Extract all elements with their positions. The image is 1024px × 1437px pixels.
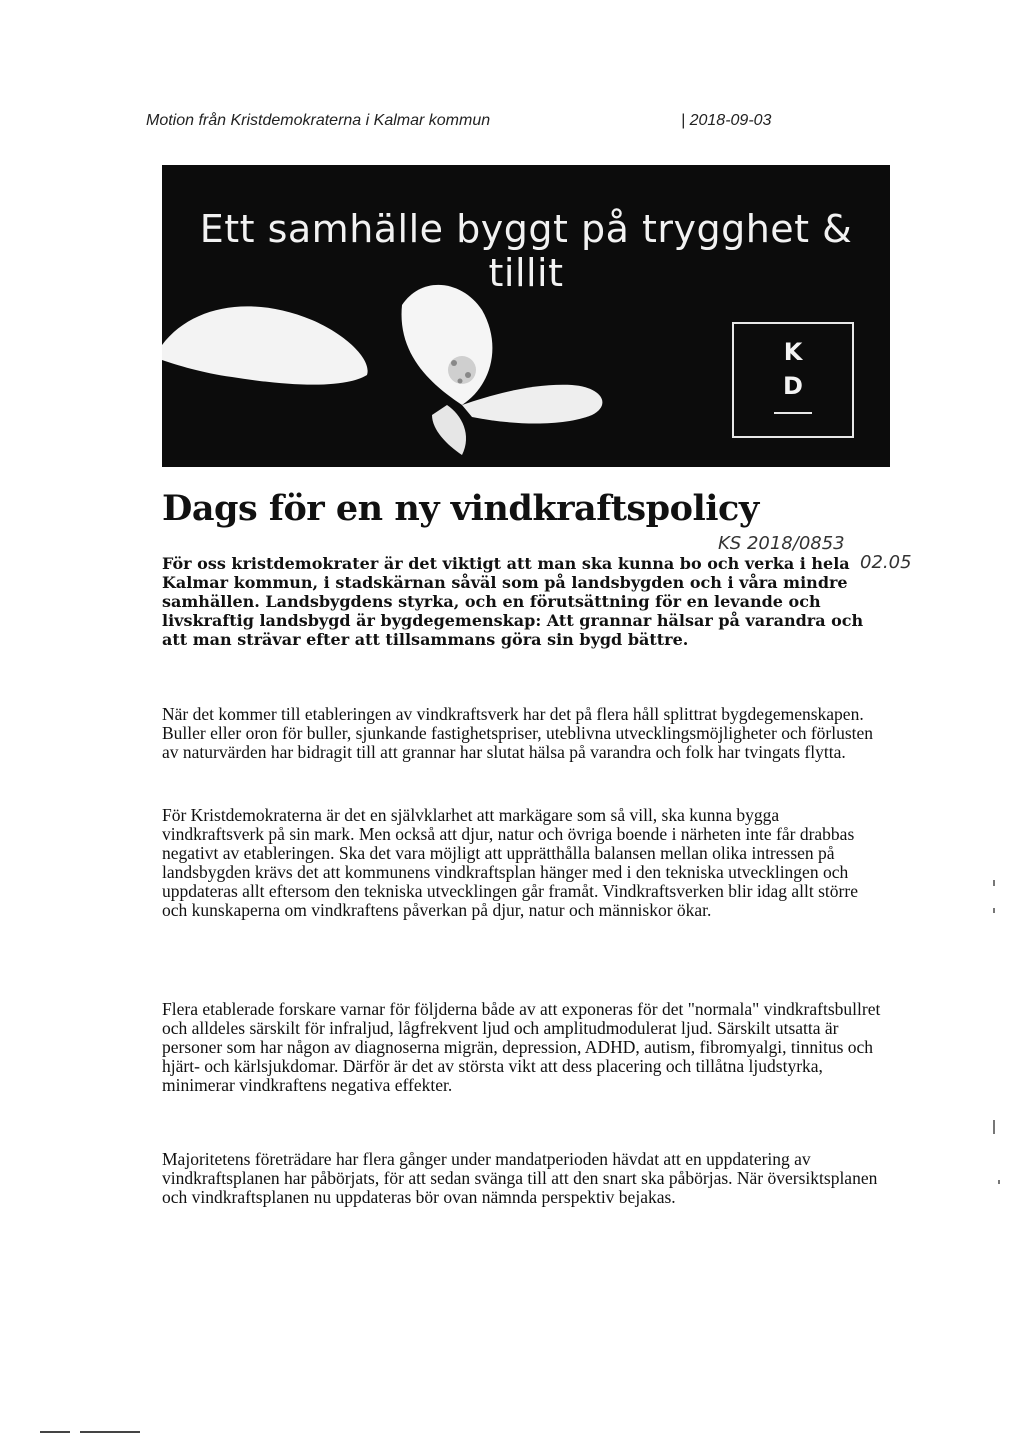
- article-paragraph: Flera etablerade forskare varnar för följderna både av att exponeras för det "normala" vindkraftsbullret och alldeles särskilt för infraljud, lågfrekvent ljud och amplitudmodulerat ljud. Särskilt utsatta är personer som har någon av diagnoserna migrän, depression, ADHD, autism, fibromyalgi, tinnitus och hjärt- och kärlsjukdomar. Därför är det av största vikt att dess placering och tillåtna ljudstyrka, minimerar vindkraftens negativa effekter.: [162, 999, 881, 1095]
- article-headline: Dags för en ny vindkraftspolicy: [162, 488, 759, 529]
- header-title: Motion från Kristdemokraterna i Kalmar kommun: [146, 112, 491, 129]
- scan-footer-mark: [40, 1431, 70, 1433]
- scan-margin-mark: [998, 1180, 1000, 1184]
- logo-underline: [774, 412, 812, 414]
- scan-margin-mark: [993, 908, 995, 913]
- banner-title: Ett samhälle byggt på trygghet & tillit: [199, 207, 853, 295]
- handwritten-reference: 02.05: [860, 552, 912, 573]
- logo-letter-d: D: [783, 372, 803, 400]
- document-header: [146, 112, 846, 138]
- anemone-flower-icon: [162, 265, 722, 467]
- scan-footer-mark: [80, 1431, 140, 1433]
- scan-margin-mark: [993, 1120, 995, 1134]
- logo-letter-k: K: [783, 338, 803, 366]
- campaign-banner: [162, 165, 890, 467]
- article-paragraph: Majoritetens företrädare har flera gånger under mandatperioden hävdat att en uppdatering av vindkraftsplanen har påbörjats, för att sedan svänga till att den snart ska påbörjas. När översiktsplanen och vindkraftsplanen nu uppdateras bör ovan nämnda perspektiv bejakas.: [162, 1149, 878, 1207]
- kd-logo: [732, 322, 854, 438]
- header-date: | 2018-09-03: [681, 112, 772, 129]
- article-paragraph: För Kristdemokraterna är det en självklarhet att markägare som så vill, ska kunna bygga vindkraftsverk på sin mark. Men också att djur, natur och övriga boende i närheten inte får drabbas negativt av etableringen. Ska det vara möjligt att upprätthålla balansen mellan olika intressen på landsbygden krävs det att kommunens vindkraftsplan hänger med i den tekniska utvecklingen och uppdateras allt eftersom den tekniska utvecklingen går framåt. Vindkraftsverken blir idag allt större och kunskaperna om vindkraftens påverkan på djur, natur och människor ökar.: [162, 805, 858, 920]
- article-lead: För oss kristdemokrater är det viktigt att man ska kunna bo och verka i hela Kalmar kommun, i stadskärnan såväl som på landsbygden och i våra mindre samhällen. Landsbygdens styrka, och en förutsättning för en levande och livskraftig landsbygd är bygdegemenskap: Att grannar hälsar på varandra och att man strävar efter att tillsammans göra sin bygd bättre.: [162, 554, 864, 649]
- scan-margin-mark: [993, 880, 995, 886]
- handwritten-case-number: KS 2018/0853: [718, 533, 845, 554]
- article-paragraph: När det kommer till etableringen av vindkraftsverk har det på flera håll splittrat bygdegemenskapen. Buller eller oron för buller, sjunkande fastighetspriser, uteblivna utvecklingsmöjligheter och förlusten av naturvärden har bidragit till att grannar har slutat hälsa på varandra och folk har tvingats flytta.: [162, 704, 874, 762]
